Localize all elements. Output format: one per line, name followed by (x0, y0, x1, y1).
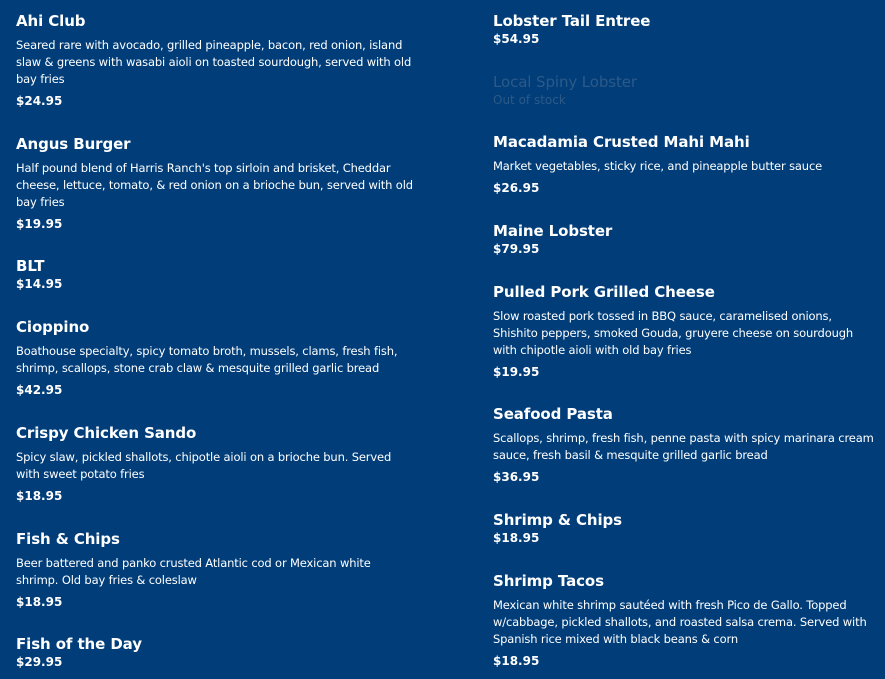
menu-item-angus-burger[interactable] (16, 134, 416, 232)
item-description: Boathouse specialty, spicy tomato broth, mussels, clams, fresh fish, shrimp, scallops, stone crab claw & mesquite grilled garlic bread (16, 344, 398, 375)
item-name: Maine Lobster (493, 222, 613, 240)
item-price: $79.95 (493, 242, 540, 256)
item-name: Cioppino (16, 318, 90, 336)
item-name: Crispy Chicken Sando (16, 424, 197, 442)
item-name: Ahi Club (16, 12, 86, 30)
menu-item-shrimp-and-chips[interactable] (493, 510, 878, 546)
item-price: $18.95 (16, 595, 63, 609)
item-price: $36.95 (493, 470, 540, 484)
menu-item-maine-lobster[interactable] (493, 221, 878, 257)
item-price: $26.95 (493, 181, 540, 195)
menu-item-blt[interactable] (16, 256, 416, 292)
menu-item-fish-and-chips[interactable] (16, 529, 416, 610)
item-name: BLT (16, 257, 45, 275)
item-description: Half pound blend of Harris Ranch's top sirloin and brisket, Cheddar cheese, lettuce, tomato, & red onion on a brioche bun, served with old bay fries (16, 161, 413, 209)
menu-item-crispy-chicken-sando[interactable] (16, 423, 416, 504)
item-price: $19.95 (493, 365, 540, 379)
out-of-stock-label: Out of stock (493, 93, 566, 107)
item-name: Lobster Tail Entree (493, 12, 651, 30)
menu-item-seafood-pasta[interactable] (493, 404, 878, 485)
item-name: Macadamia Crusted Mahi Mahi (493, 133, 750, 151)
item-price: $42.95 (16, 383, 63, 397)
item-price: $14.95 (16, 277, 63, 291)
item-name: Angus Burger (16, 135, 131, 153)
item-price: $18.95 (493, 531, 540, 545)
item-price: $18.95 (493, 654, 540, 668)
item-name: Pulled Pork Grilled Cheese (493, 283, 715, 301)
menu-item-lobster-tail-entree[interactable] (493, 11, 878, 47)
item-price: $24.95 (16, 94, 63, 108)
item-name: Shrimp Tacos (493, 572, 604, 590)
menu-item-shrimp-tacos[interactable] (493, 571, 878, 669)
menu-item-pulled-pork-grilled-cheese[interactable] (493, 282, 878, 380)
menu-item-local-spiny-lobster (493, 72, 878, 108)
item-description: Mexican white shrimp sautéed with fresh Pico de Gallo. Topped w/cabbage, pickled shallots, and roasted salsa crema. Served with Spanish rice mixed with black beans & corn (493, 598, 867, 646)
menu-item-fish-of-the-day[interactable] (16, 634, 416, 670)
menu-item-ahi-club[interactable] (16, 11, 416, 109)
item-price: $54.95 (493, 32, 540, 46)
item-description: Scallops, shrimp, fresh fish, penne pasta with spicy marinara cream sauce, fresh basil & mesquite grilled garlic bread (493, 431, 874, 462)
item-description: Seared rare with avocado, grilled pineapple, bacon, red onion, island slaw & greens with wasabi aioli on toasted sourdough, served with old bay fries (16, 38, 412, 86)
item-description: Slow roasted pork tossed in BBQ sauce, caramelised onions, Shishito peppers, smoked Gouda, gruyere cheese on sourdough with chipotle aioli with old bay fries (493, 309, 854, 357)
item-name: Seafood Pasta (493, 405, 613, 423)
item-description: Beer battered and panko crusted Atlantic cod or Mexican white shrimp. Old bay fries & coleslaw (16, 556, 371, 587)
item-name: Fish of the Day (16, 635, 142, 653)
item-description: Spicy slaw, pickled shallots, chipotle aioli on a brioche bun. Served with sweet potato fries (16, 450, 392, 481)
item-name: Shrimp & Chips (493, 511, 623, 529)
menu-item-cioppino[interactable] (16, 317, 416, 398)
item-name: Local Spiny Lobster (493, 73, 637, 91)
item-name: Fish & Chips (16, 530, 120, 548)
menu-item-macadamia-crusted-mahi-mahi[interactable] (493, 132, 878, 196)
item-price: $29.95 (16, 655, 63, 669)
item-price: $18.95 (16, 489, 63, 503)
item-description: Market vegetables, sticky rice, and pineapple butter sauce (493, 159, 823, 173)
item-price: $19.95 (16, 217, 63, 231)
